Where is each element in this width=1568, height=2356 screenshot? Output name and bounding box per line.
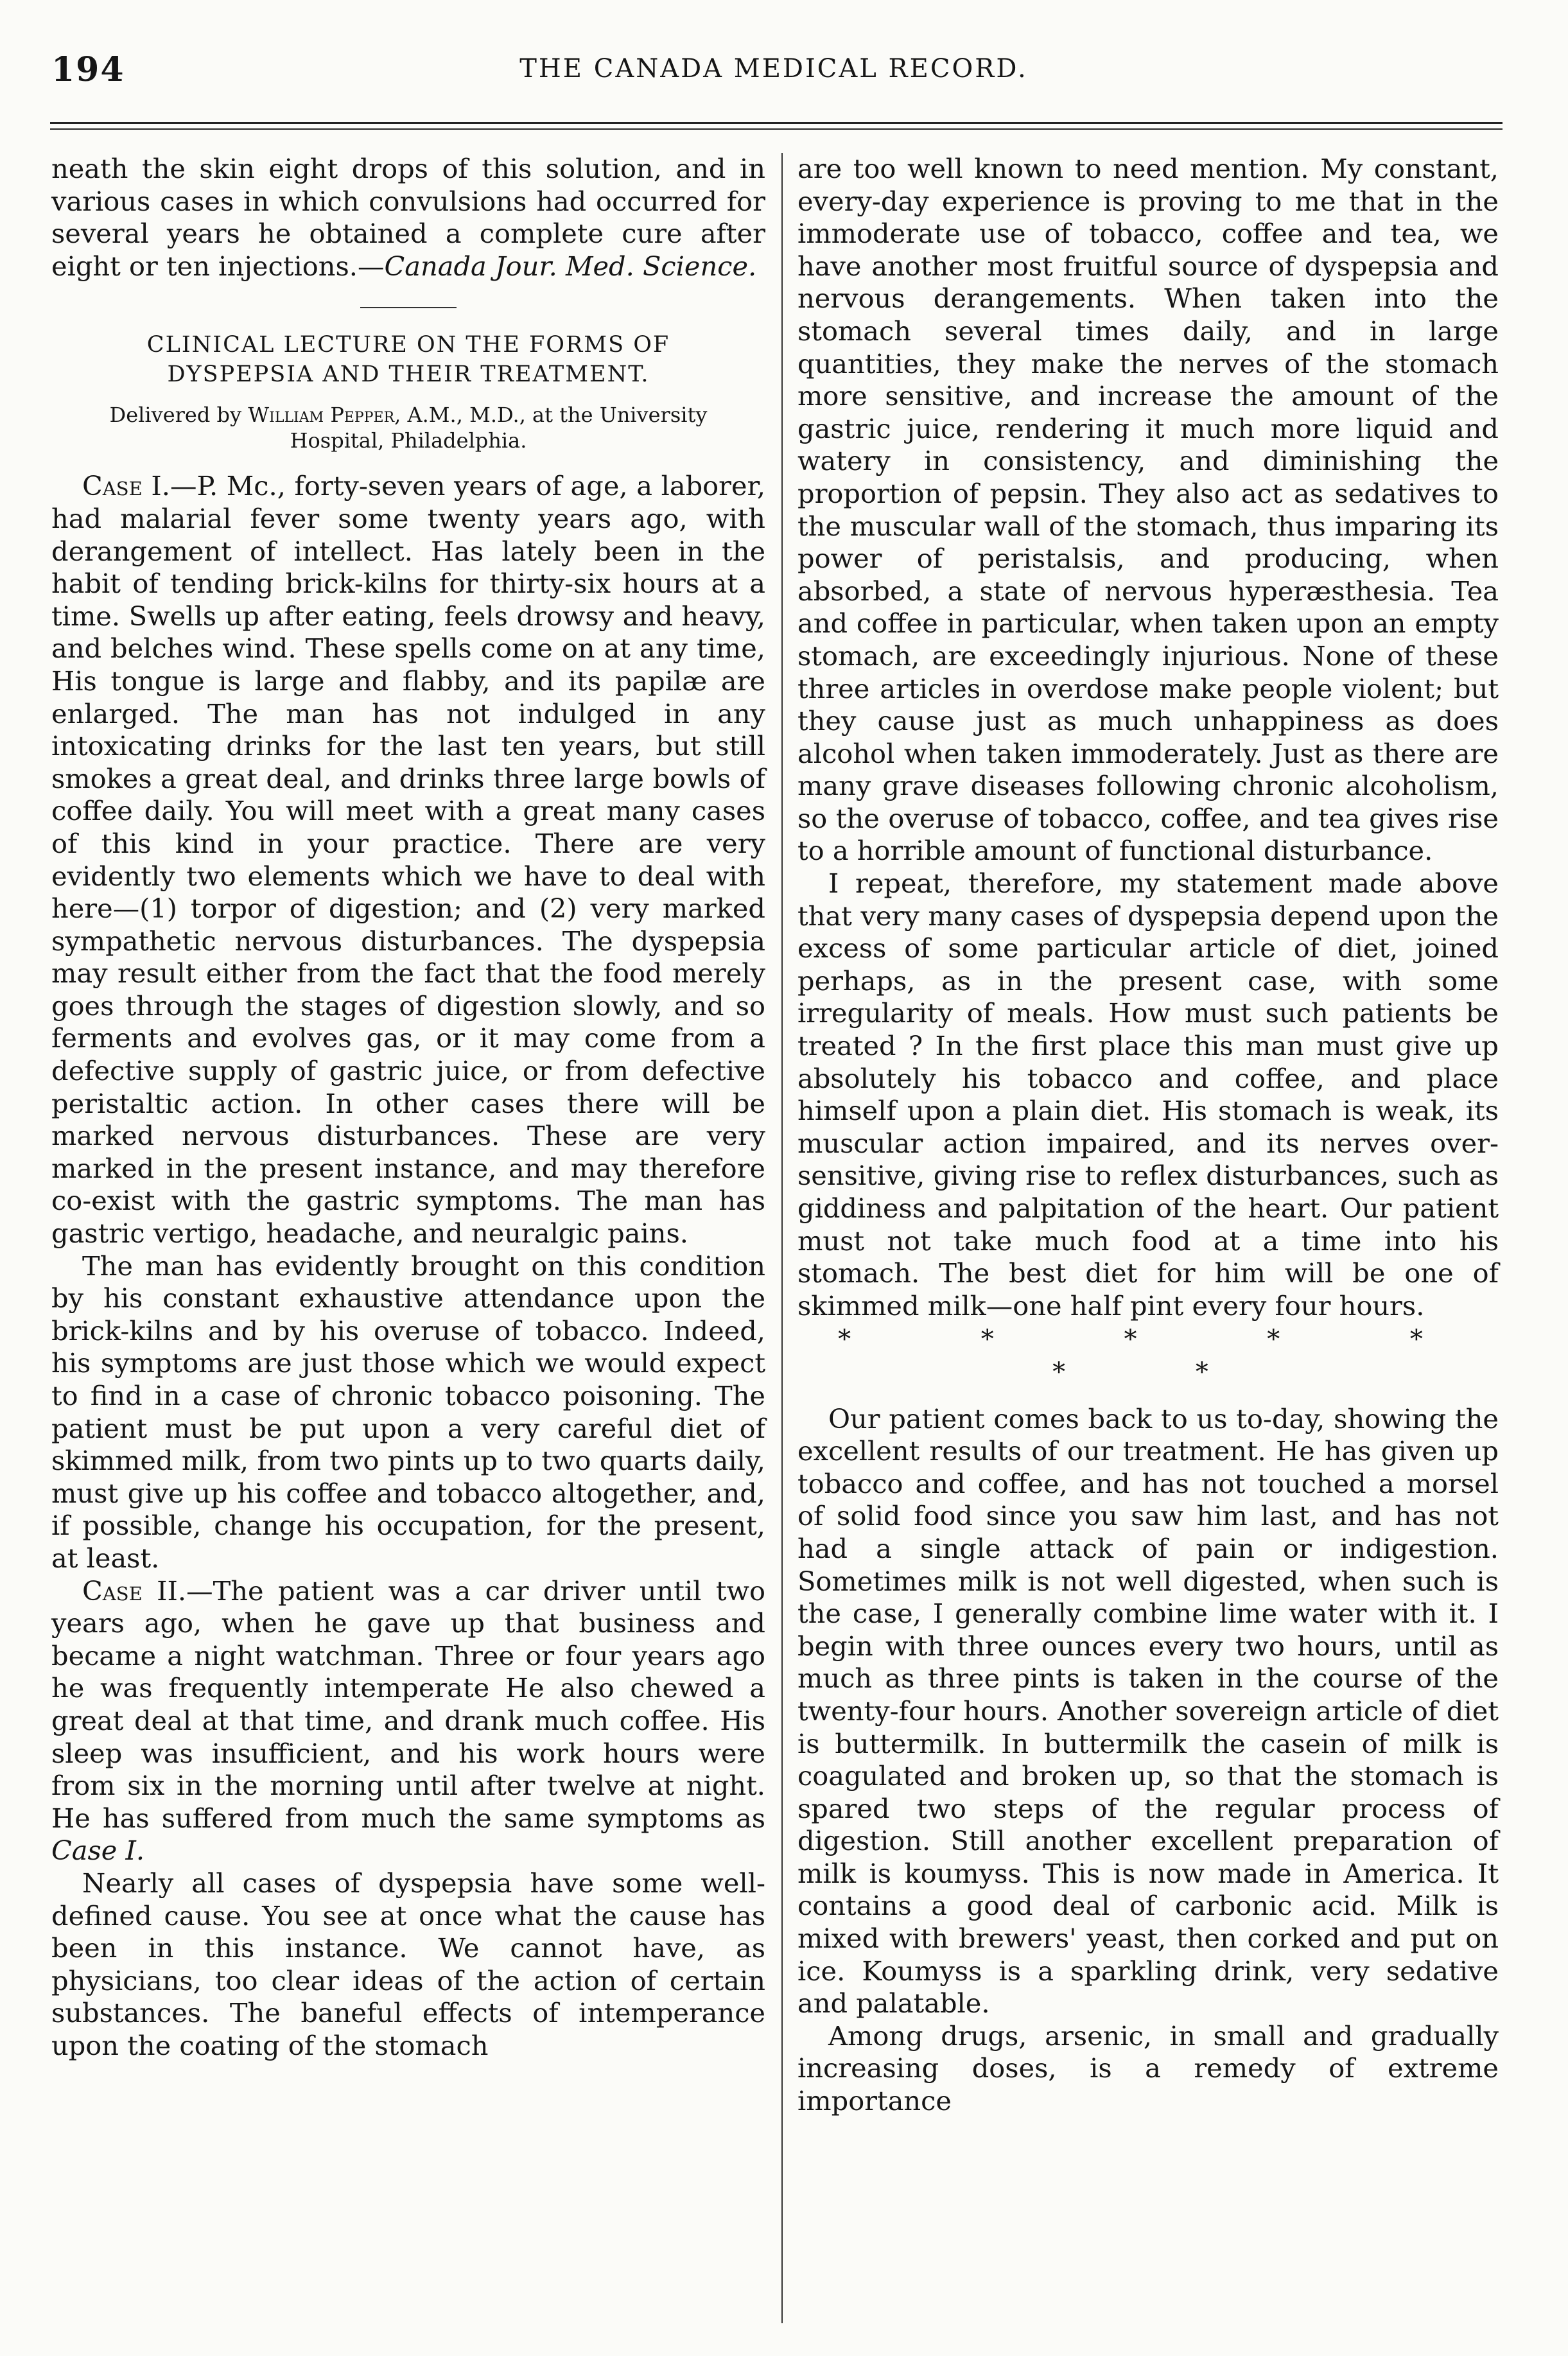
case-1-paragraph — [51, 470, 765, 1250]
lecture-title: CLINICAL LECTURE ON THE FORMS OF DYSPEPSIA AND THEIR TREATMENT. — [146, 332, 670, 388]
results-paragraph: Our patient comes back to us to-day, showing the excellent results of our treatment. He has given up tobacco and coffee, and has not touched a morsel of solid food since you saw him last, and has not had a single attack of pain or indigestion. Sometimes milk is not well digested, when such is the case, I generally combine lime water with it. I begin with three ounces every two hours, until as much as three pints is taken in the course of the twenty-four hours. Another sovereign article of diet is buttermilk. In buttermilk the casein of milk is coagulated and broken up, so that the stomach is spared two steps of the regular process of digestion. Still another excellent preparation of milk is koumyss. This is now made in America. It contains a good deal of carbonic acid. Milk is mixed with brewers' yeast, then corked and put on ice. Koumyss is a sparkling drink, very sedative and palatable. — [797, 1402, 1499, 2020]
byline-author: William Pepper — [248, 403, 395, 428]
left-column — [51, 153, 765, 2062]
journal-title: THE CANADA MEDICAL RECORD. — [519, 54, 1028, 83]
right-column — [797, 153, 1499, 2118]
section-divider — [360, 307, 457, 308]
case-2-text: —The patient was a car driver until two years ago, when he gave up that business and became a night watchman. Three or four years ago he was frequently intemperate He also chewed a great deal at that time, and drank much coffee. His sleep was insufficient, and his work hours were from six in the morning until after twelve at night. He has suffered from much the same symptoms as — [51, 1575, 766, 1834]
page-header — [51, 50, 1496, 95]
continuation-text: neath the skin eight drops of this solution, and in various cases in which convulsions had occurred for several years he obtained a complete cure after eight or ten injections.— — [51, 153, 765, 282]
case-2-paragraph — [51, 1575, 765, 1867]
continuation-paragraph — [51, 153, 765, 283]
section-asterisks: * * * * * * * — [838, 1325, 1484, 1387]
drugs-paragraph: Among drugs, arsenic, in small and gradually increasing doses, is a remedy of extreme importance — [797, 2020, 1499, 2117]
exhaustive-paragraph: The man has evidently brought on this condition by his constant exhaustive attendance upon the brick-kilns and by his overuse of tobacco. Indeed, his symptoms are just those which we would expect to find in a case of chronic tobacco poisoning. The patient must be put upon a very careful diet of skimmed milk, from two pints up to two quarts daily, must give up his coffee and tobacco altogether, and, if possible, change his occupation, for the present, at least. — [51, 1250, 765, 1574]
byline-rest: , A.M., M.D., at the University Hospital, Philadelphia. — [290, 403, 708, 453]
byline-prefix: Delivered by — [109, 403, 242, 428]
repeat-paragraph: I repeat, therefore, my statement made above that very many cases of dyspepsia depend upon the excess of some particular article of diet, joined perhaps, as in the present case, with some irregularity of meals. How must such patients be treated ? In the first place this man must give up absolutely his tobacco and coffee, and place himself upon a plain diet. His stomach is weak, its muscular action impaired, and its nerves over-sensitive, giving rise to reflex disturbances, such as giddiness and palpitation of the heart. Our patient must not take much food at a time into his stomach. The best diet for him will be one of skimmed milk—one half pint every four hours. — [797, 868, 1499, 1322]
case-1-text: —P. Mc., forty-seven years of age, a laborer, had malarial fever some twenty years ago, with derangement of intellect. Has lately been in the habit of tending brick-kilns for thirty-six hours at a time. Swells up after eating, feels drowsy and heavy, and belches wind. These spells come on at any time, His tongue is large and flabby, and its papilæ are enlarged. The man has not indulged in any intoxicating drinks for the last ten years, but still smokes a great deal, and drinks three large bowls of coffee daily. You will meet with a great many cases of this kind in your practice. There are very evidently two elements which we have to deal with here—(1) torpor of digestion; and (2) very marked sympathetic nervous disturbances. The dyspepsia may result either from the fact that the food merely goes through the stages of digestion slowly, and so ferments and evolves gas, or it may come from a defective supply of gastric juice, or from defective peristaltic action. In other cases there will be marked nervous disturbances. These are very marked in the present instance, and may therefore co-exist with the gastric symptoms. The man has gastric vertigo, headache, and neuralgic pains. — [51, 470, 766, 1250]
case-2-reference: Case I. — [51, 1835, 145, 1867]
lecture-byline — [64, 402, 753, 453]
header-double-rule — [50, 122, 1503, 130]
page-number: 194 — [51, 50, 125, 89]
nearly-all-paragraph: Nearly all cases of dyspepsia have some well-defined cause. You see at once what the cause has been in this instance. We cannot have, as physicians, too clear ideas of the action of certain substances. The baneful effects of intemperance upon the coating of the stomach — [51, 1867, 765, 2061]
tobacco-paragraph: are too well known to need mention. My constant, every-day experience is proving to me that in the immoderate use of tobacco, coffee and tea, we have another most fruitful source of dyspepsia and nervous derangements. When taken into the stomach several times daily, and in large quantities, they make the nerves of the stomach more sensitive, and increase the amount of the gastric juice, rendering it much more liquid and watery in consistency, and diminishing the proportion of pepsin. They also act as sedatives to the muscular wall of the stomach, thus imparing its power of peristalsis, and producing, when absorbed, a state of nervous hyperæsthesia. Tea and coffee in particular, when taken upon an empty stomach, are exceedingly injurious. None of these three articles in overdose make people violent; but they cause just as much unhappiness as does alcohol when taken immoderately. Just as there are many grave diseases following chronic alcoholism, so the overuse of tobacco, coffee, and tea gives rise to a horrible amount of functional disturbance. — [797, 153, 1499, 867]
case-2-label: Case II. — [82, 1575, 187, 1607]
column-divider — [781, 153, 783, 2323]
source-citation: Canada Jour. Med. Science. — [384, 250, 757, 282]
case-1-label: Case I. — [82, 470, 170, 502]
